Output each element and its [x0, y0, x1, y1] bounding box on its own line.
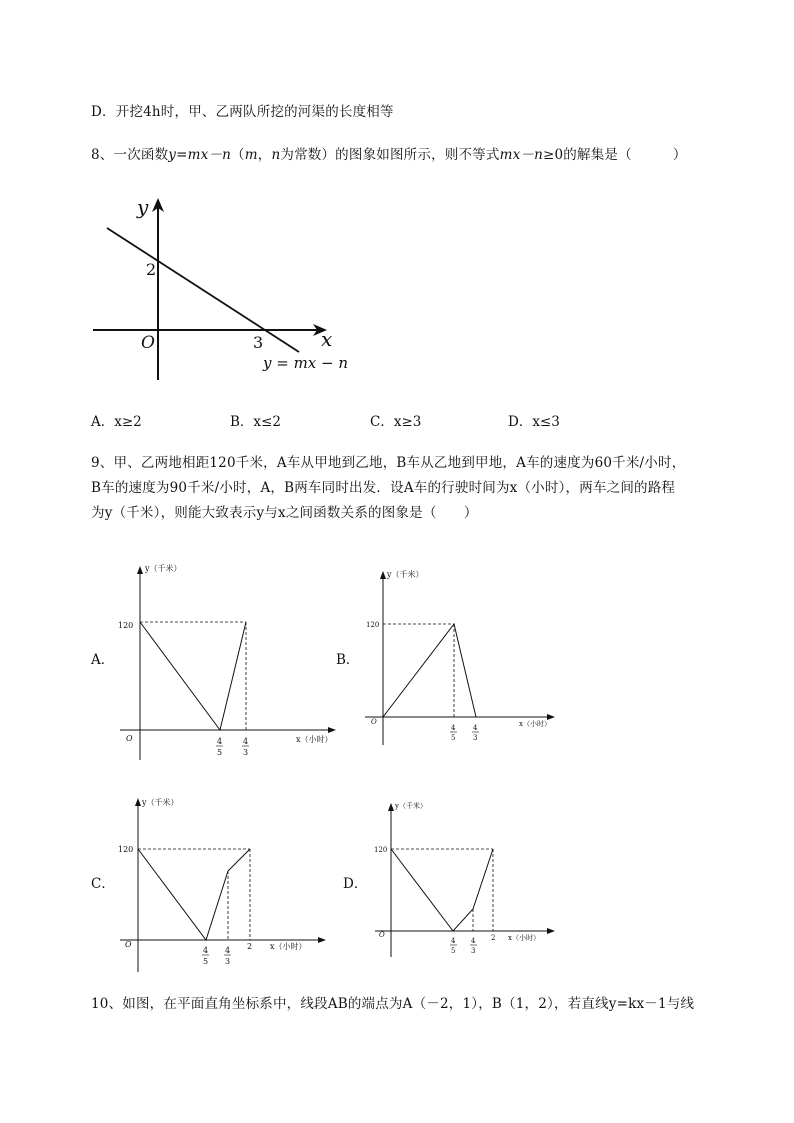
svg-text:O: O: [126, 734, 133, 743]
svg-text:y（千米）: y（千米）: [395, 802, 427, 810]
svg-text:O: O: [371, 718, 377, 726]
svg-text:x（小时）: x（小时）: [270, 942, 307, 951]
svg-text:4: 4: [203, 946, 209, 955]
q9-graph-c: [110, 790, 340, 980]
q9-stem-line1: 9、甲、乙两地相距120千米，A车从甲地到乙地，B车从乙地到甲地，A车的速度为60千米/小时，: [91, 455, 686, 471]
svg-text:120: 120: [366, 621, 380, 629]
svg-text:3: 3: [243, 748, 249, 757]
q8-stem-e: ≥0的解集是（ ）: [543, 147, 687, 163]
q8-stem-b: （: [231, 147, 245, 163]
svg-text:2: 2: [247, 942, 253, 951]
svg-text:y（千米）: y（千米）: [142, 798, 179, 807]
q8-graph: [85, 190, 355, 390]
q8-option-a[interactable]: A．x≥2: [91, 414, 142, 430]
svg-text:4: 4: [243, 737, 249, 746]
q7-option-d: D．开挖4h时，甲、乙两队所挖的河渠的长度相等: [91, 104, 394, 120]
svg-text:x（小时）: x（小时）: [519, 720, 551, 728]
q9-option-b[interactable]: B．: [336, 652, 360, 668]
svg-text:4: 4: [471, 937, 476, 945]
q9-option-d[interactable]: D．: [343, 876, 368, 892]
svg-text:O: O: [125, 940, 132, 949]
q10-stem-line1: 10、如图，在平面直角坐标系中，线段AB的端点为A（－2，1），B（1，2），若直线y=kx－1与线: [91, 996, 695, 1012]
q8-stem-c: ，: [257, 147, 272, 163]
svg-text:4: 4: [225, 946, 231, 955]
q9-stem-line3: 为y（千米），则能大致表示y与x之间函数关系的图象是（ ）: [91, 505, 478, 521]
svg-text:5: 5: [217, 748, 223, 757]
svg-text:5: 5: [203, 957, 209, 966]
svg-text:120: 120: [118, 621, 134, 630]
svg-text:4: 4: [473, 724, 478, 732]
q9-graph-d: [365, 795, 565, 965]
q8-function-line: [107, 228, 299, 352]
q9-graph-b: [355, 565, 565, 750]
q8-y-label: y: [137, 195, 149, 219]
q8-stem: [91, 143, 687, 163]
q9-stem-line2: B车的速度为90千米/小时，A，B两车同时出发．设A车的行驶时间为x（小时），两车之间的路程: [91, 480, 676, 496]
svg-text:x（小时）: x（小时）: [296, 735, 333, 744]
q8-line-label: y = mx − n: [263, 354, 349, 372]
svg-text:2: 2: [491, 934, 496, 942]
q9-graph-a: [110, 560, 340, 770]
svg-text:5: 5: [451, 734, 456, 742]
svg-text:4: 4: [217, 737, 223, 746]
q8-stem-a: 8、一次函数: [91, 147, 169, 163]
q8-origin-label: O: [141, 333, 155, 353]
q8-x-label: x: [321, 327, 333, 351]
svg-text:y（千米）: y（千米）: [387, 570, 424, 579]
svg-text:4: 4: [451, 724, 456, 732]
q8-option-b[interactable]: B．x≤2: [230, 414, 281, 430]
svg-text:3: 3: [471, 947, 476, 955]
svg-text:x（小时）: x（小时）: [508, 934, 540, 942]
q9-option-a[interactable]: A．: [91, 652, 115, 668]
q8-m: m: [244, 147, 258, 163]
svg-text:120: 120: [374, 846, 388, 854]
svg-text:4: 4: [451, 937, 456, 945]
q9-option-c[interactable]: C．: [91, 876, 115, 892]
q8-stem-d: 为常数）的图象如图所示，则不等式: [280, 147, 500, 163]
svg-text:y（千米）: y（千米）: [145, 564, 182, 573]
q8-x-intercept-label: 3: [253, 333, 264, 352]
svg-text:5: 5: [451, 947, 456, 955]
q8-ineq: mx－n: [499, 147, 543, 163]
q8-option-d[interactable]: D．x≤3: [508, 414, 560, 430]
q8-option-c[interactable]: C．x≥3: [370, 414, 422, 430]
q8-y-intercept-label: 2: [146, 260, 157, 279]
svg-text:120: 120: [118, 845, 134, 854]
svg-text:3: 3: [473, 734, 478, 742]
q8-formula: y=mx－n: [168, 147, 232, 163]
svg-text:O: O: [379, 931, 385, 939]
svg-text:3: 3: [225, 957, 231, 966]
q8-n: n: [271, 147, 281, 163]
